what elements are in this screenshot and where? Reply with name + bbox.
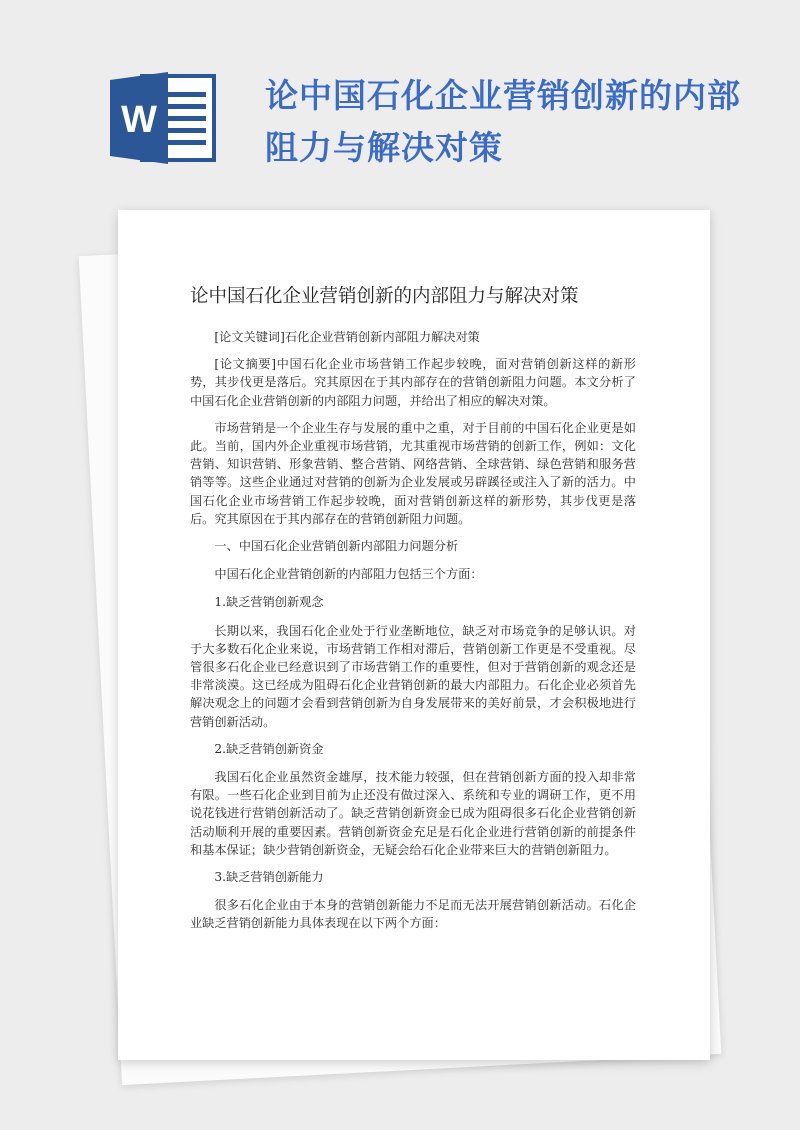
section-heading: 一、中国石化企业营销创新内部阻力问题分析 bbox=[214, 539, 459, 554]
document-title: 论中国石化企业营销创新的内部阻力与解决对策 bbox=[190, 286, 579, 307]
keywords-paragraph: [论文关键词]石化企业营销创新内部阻力解决对策 bbox=[214, 330, 480, 344]
body-paragraph: 长期以来，我国石化企业处于行业垄断地位，缺乏对市场竞争的足够认识。对于大多数石化企业来说，市场营销工作相对滞后，营销创新工作更是不受重视。尽管很多石化企业已经意识到了市场营销工作的重要性，但对于营销创新的观念还是非常淡漠。这已经成为阻碍石化企业营销创新的最大内部阻力。石化企业必须首先解决观念上的问题才会看到营销创新为自身发展带来的美好前景，才会积极地进行营销创新活动。 bbox=[190, 623, 636, 729]
body-paragraph: 很多石化企业由于本身的营销创新能力不足而无法开展营销创新活动。石化企业缺乏营销创新能力具体表现在以下两个方面： bbox=[190, 898, 636, 931]
body-paragraph: 中国石化企业营销创新的内部阻力包括三个方面： bbox=[214, 567, 483, 582]
document-page bbox=[118, 210, 710, 1060]
body-paragraph: 市场营销是一个企业生存与发展的重中之重，对于目前的中国石化企业更是如此。当前，国内外企业重视市场营销，尤其重视市场营销的创新工作，例如：文化营销、知识营销、形象营销、整合营销、网络营销、全球营销、绿色营销和服务营销等等。这些企业通过对营销的创新为企业发展或另辟蹊径或注入了新的活力。中国石化企业市场营销工作起步较晚，面对营销创新这样的新形势，其步伐更是落后。究其原因在于其内部存在的营销创新阻力问题。 bbox=[190, 420, 636, 526]
svg-text:W: W bbox=[121, 99, 157, 141]
subsection-heading: 2.缺乏营销创新资金 bbox=[214, 741, 324, 756]
document-body bbox=[190, 328, 636, 942]
banner-title: 论中国石化企业营销创新的内部阻力与解决对策 bbox=[265, 76, 741, 167]
abstract-paragraph: [论文摘要]中国石化企业市场营销工作起步较晚，面对营销创新这样的新形势，其步伐更是落后。究其原因在于其内部存在的营销创新阻力问题。本文分析了中国石化企业营销创新的内部阻力问题，并给出了相应的解决对策。 bbox=[190, 357, 636, 408]
subsection-heading: 3.缺乏营销创新能力 bbox=[214, 870, 324, 885]
subsection-heading: 1.缺乏营销创新观念 bbox=[214, 595, 324, 610]
body-paragraph: 我国石化企业虽然资金雄厚，技术能力较强，但在营销创新方面的投入却非常有限。一些石化企业到目前为止还没有做过深入、系统和专业的调研工作，更不用说花钱进行营销创新活动了。缺乏营销创新资金已成为阻碍很多石化企业营销创新活动顺利开展的重要因素。营销创新资金充足是石化企业进行营销创新的前提条件和基本保证；缺少营销创新资金，无疑会给石化企业带来巨大的营销创新阻力。 bbox=[190, 770, 636, 857]
word-document-icon bbox=[108, 70, 220, 166]
